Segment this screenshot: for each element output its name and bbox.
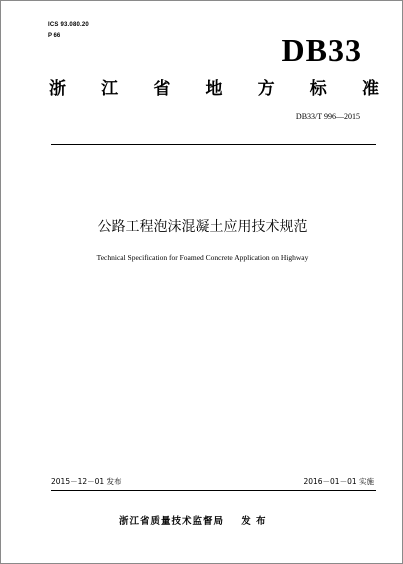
ccs-code: P 66 <box>48 33 61 39</box>
bottom-divider <box>51 490 376 491</box>
implementation-date: 2016－01－01 实施 <box>303 477 374 486</box>
standard-type-char: 准 <box>361 79 379 99</box>
top-divider <box>51 144 376 145</box>
standard-type-char: 地 <box>205 79 223 99</box>
standard-type-char: 江 <box>101 79 119 99</box>
standard-logo: DB33 <box>281 32 362 68</box>
standard-type-char: 省 <box>153 79 171 99</box>
standard-type-char: 浙 <box>49 79 66 99</box>
standard-type-char: 方 <box>257 79 275 99</box>
ics-code: ICS 93.080.20 <box>48 22 89 28</box>
publisher: 浙江省质量技术监督局 发 布 <box>119 516 267 527</box>
standard-number: DB33/T 996—2015 <box>295 112 360 121</box>
document-title-english: Technical Specification for Foamed Concrete Application on Highway <box>96 253 309 262</box>
standard-type <box>49 79 379 99</box>
standard-type-char: 标 <box>309 79 327 99</box>
issue-date: 2015－12－01 发布 <box>51 477 122 486</box>
document-title-chinese: 公路工程泡沫混凝土应用技术规范 <box>97 219 308 235</box>
